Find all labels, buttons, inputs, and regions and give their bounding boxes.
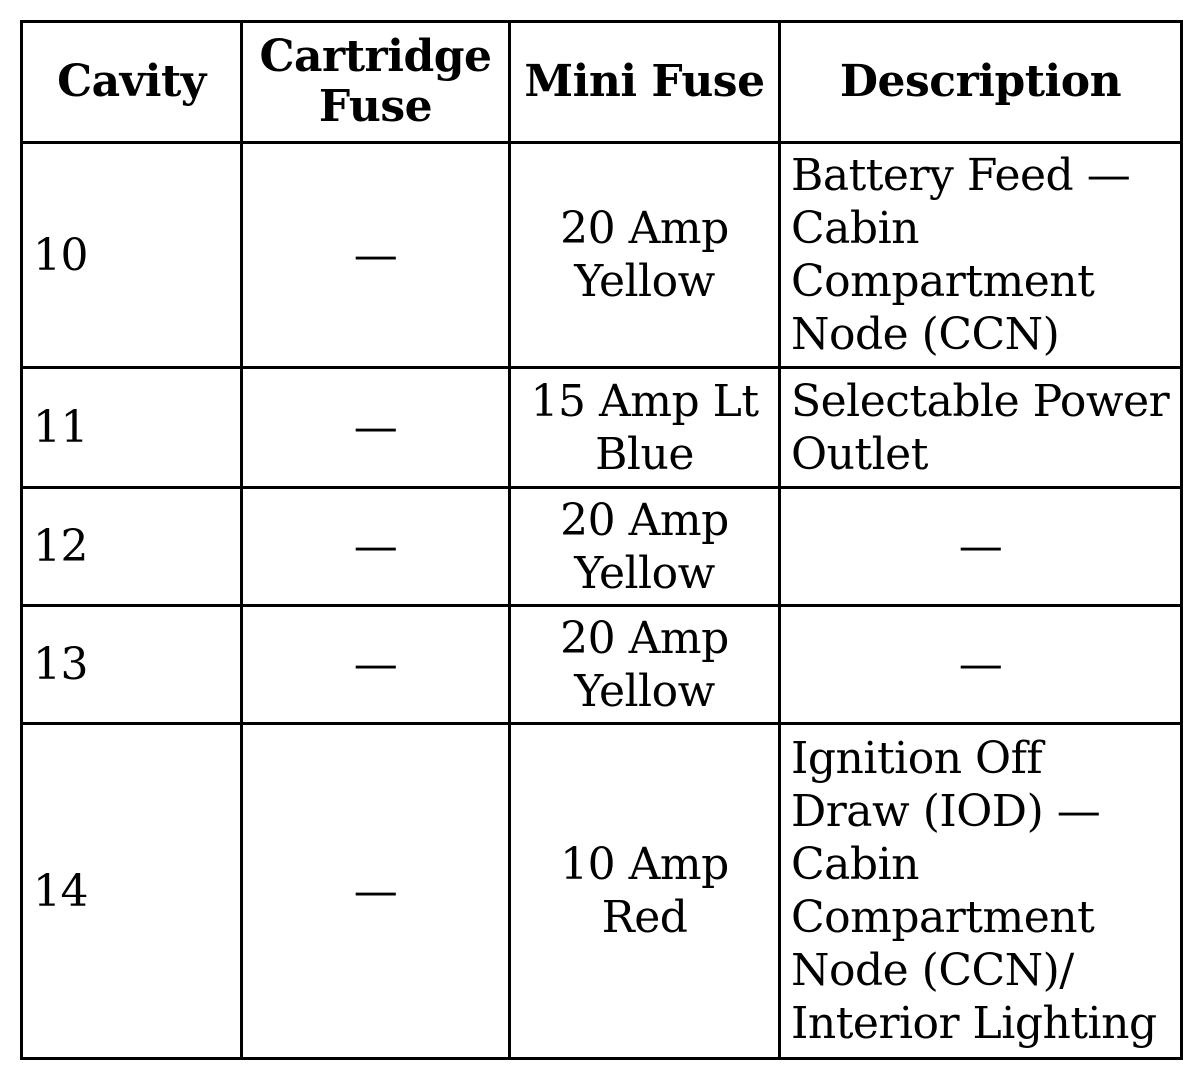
cavity-cell: 14: [22, 724, 242, 1059]
mini-fuse-cell: 20 Amp Yellow: [510, 606, 780, 724]
mini-fuse-cell: 15 Amp Lt Blue: [510, 368, 780, 488]
cartridge-fuse-cell: —: [242, 368, 510, 488]
cavity-cell: 10: [22, 143, 242, 368]
description-cell: Battery Feed — Cabin Compartment Node (CCN): [780, 143, 1182, 368]
table-row: [22, 368, 1182, 488]
table-body: [22, 143, 1182, 1059]
header-cartridge-fuse: Cartridge Fuse: [242, 22, 510, 143]
table-header: [22, 22, 1182, 143]
mini-fuse-cell: 20 Amp Yellow: [510, 143, 780, 368]
table-row: [22, 606, 1182, 724]
mini-fuse-cell: 10 Amp Red: [510, 724, 780, 1059]
header-row: [22, 22, 1182, 143]
cartridge-fuse-cell: —: [242, 606, 510, 724]
cavity-cell: 13: [22, 606, 242, 724]
table-row: [22, 488, 1182, 606]
header-mini-fuse: Mini Fuse: [510, 22, 780, 143]
table-row: [22, 724, 1182, 1059]
cartridge-fuse-cell: —: [242, 143, 510, 368]
mini-fuse-cell: 20 Amp Yellow: [510, 488, 780, 606]
description-cell: —: [780, 488, 1182, 606]
cavity-cell: 12: [22, 488, 242, 606]
cavity-cell: 11: [22, 368, 242, 488]
description-cell: —: [780, 606, 1182, 724]
header-description: Description: [780, 22, 1182, 143]
cartridge-fuse-cell: —: [242, 724, 510, 1059]
cartridge-fuse-cell: —: [242, 488, 510, 606]
table-row: [22, 143, 1182, 368]
fuse-table: [20, 20, 1183, 1060]
description-cell: Selectable Power Outlet: [780, 368, 1182, 488]
header-cavity: Cavity: [22, 22, 242, 143]
description-cell: Ignition Off Draw (IOD) — Cabin Compartment Node (CCN)/ Interior Lighting: [780, 724, 1182, 1059]
